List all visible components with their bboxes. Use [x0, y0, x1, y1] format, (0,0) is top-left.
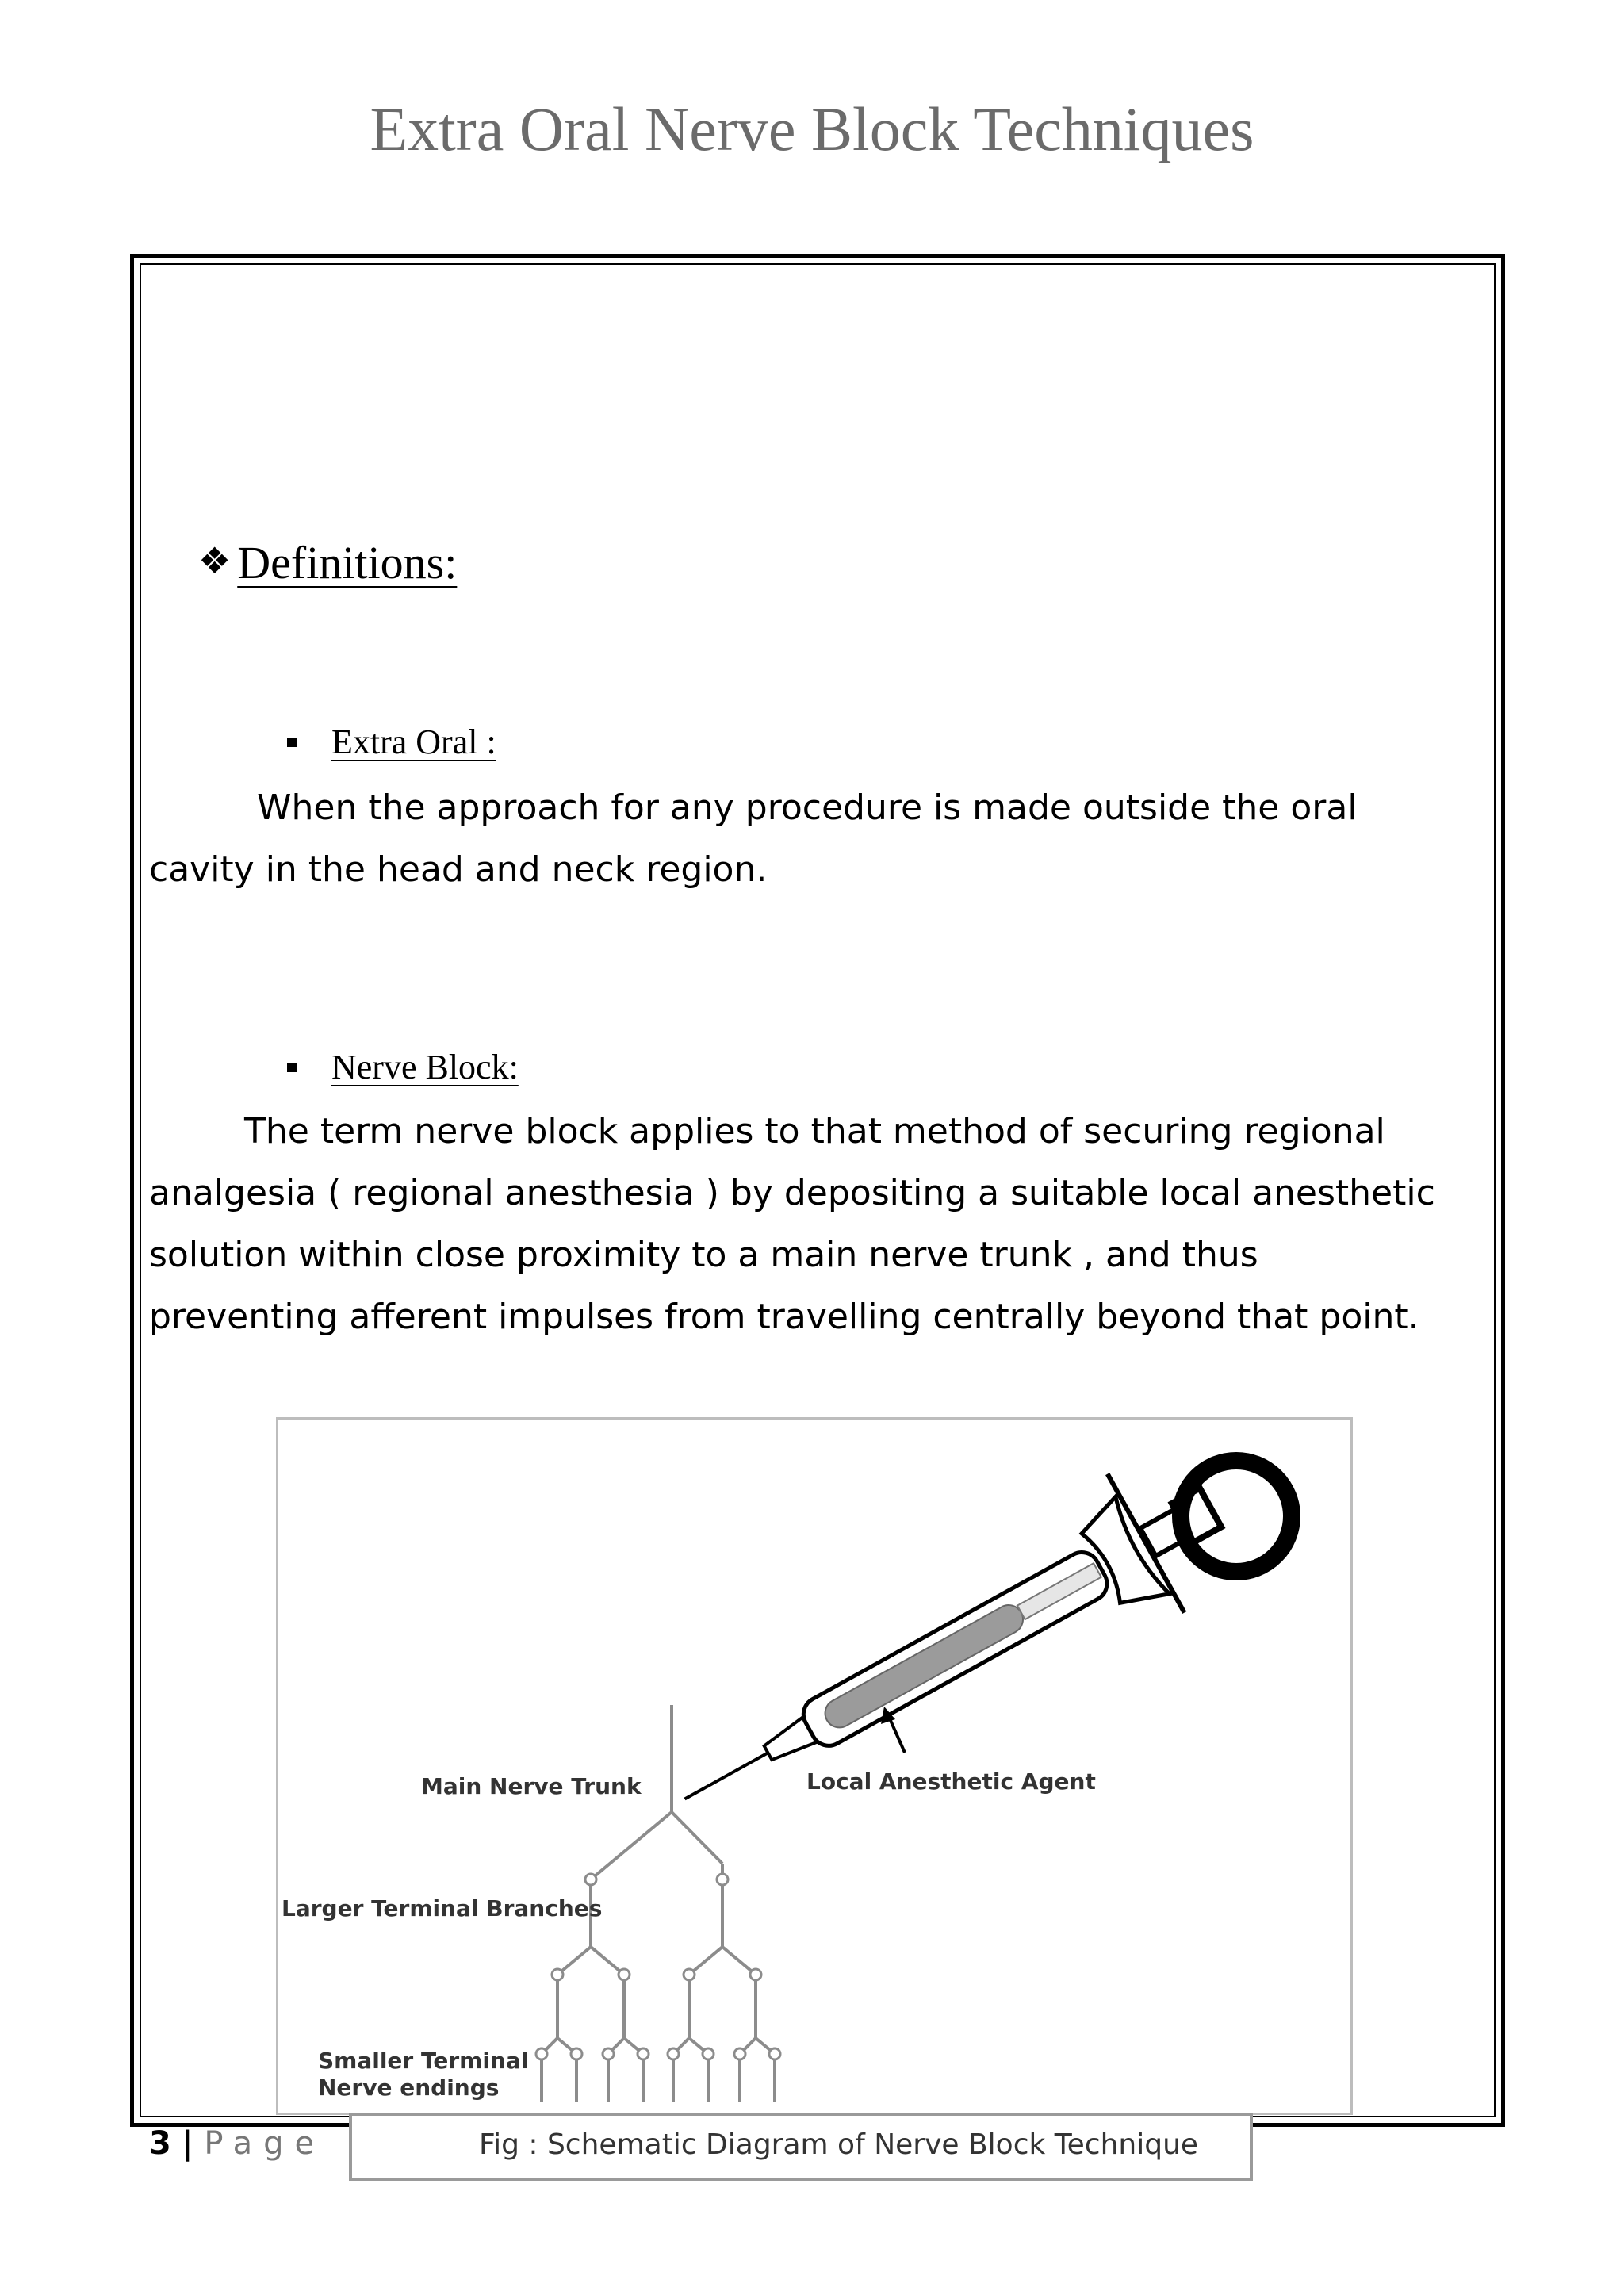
nerve-block-label: Nerve Block: [331, 1048, 519, 1086]
extra-oral-label: Extra Oral : [331, 722, 496, 761]
smaller-terminal-label: Smaller Terminal [318, 2048, 529, 2074]
page-number: 3 [149, 2125, 171, 2162]
definitions-heading-text: Definitions: [237, 537, 458, 588]
agent-arrow [889, 1717, 905, 1753]
nerve-block-diagram [276, 1417, 1353, 2115]
definition-line: preventing afferent impulses from travelling centrally beyond that point. [149, 1297, 1419, 1337]
local-anesthetic-agent-label: Local Anesthetic Agent [806, 1768, 1096, 1795]
definition-line: solution within close proximity to a main nerve trunk , and thus [149, 1235, 1258, 1275]
figure-caption-text: Fig : Schematic Diagram of Nerve Block Technique [479, 2128, 1199, 2161]
square-bullet-icon [287, 1063, 297, 1072]
footer-separator: | [182, 2125, 193, 2162]
anesthetic-cartridge [820, 1600, 1028, 1733]
definition-line: When the approach for any procedure is made outside the oral [257, 787, 1358, 828]
nerve-block-diagram-svg [278, 1420, 1350, 2113]
nerve-block-definition [149, 1101, 1489, 1348]
nerve-block-heading [287, 1047, 519, 1087]
page-word: Page [204, 2125, 326, 2162]
nerve-endings-label: Nerve endings [318, 2075, 500, 2101]
page-footer [149, 2125, 325, 2162]
syringe-icon [646, 1439, 1292, 1868]
page-title: Extra Oral Nerve Block Techniques [370, 94, 1254, 163]
definition-line: analgesia ( regional anesthesia ) by depositing a suitable local anesthetic [149, 1173, 1435, 1213]
definitions-heading [198, 536, 457, 589]
main-nerve-trunk-label: Main Nerve Trunk [421, 1773, 642, 1799]
square-bullet-icon [287, 738, 297, 747]
diamond-bullet-icon: ❖ [198, 541, 232, 581]
figure-caption [349, 2113, 1253, 2181]
needle [685, 1753, 768, 1799]
definition-line: The term nerve block applies to that method of securing regional [244, 1111, 1385, 1151]
extra-oral-definition [149, 777, 1489, 901]
extra-oral-heading [287, 722, 496, 762]
definition-line: cavity in the head and neck region. [149, 849, 768, 890]
larger-terminal-branches-label: Larger Terminal Branches [282, 1895, 603, 1921]
